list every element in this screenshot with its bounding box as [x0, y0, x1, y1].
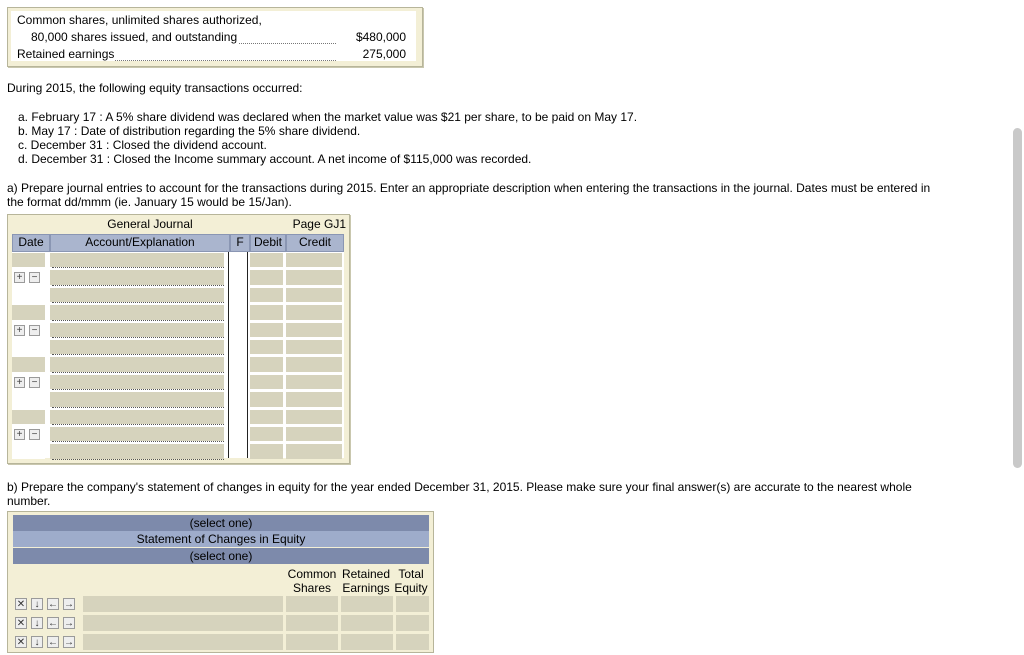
journal-credit-cell[interactable]: [286, 410, 342, 424]
general-journal: [7, 214, 350, 464]
journal-credit-cell[interactable]: [286, 305, 342, 319]
statement-common-shares-cell[interactable]: [286, 615, 338, 631]
col-header-date: Date: [12, 234, 50, 252]
journal-row-divider: [52, 459, 224, 460]
statement-description-cell[interactable]: [83, 615, 283, 631]
common-shares-label: Common shares, unlimited shares authorized,: [17, 13, 262, 27]
col-header-common-line2: Shares: [292, 581, 332, 595]
journal-body: [12, 252, 344, 458]
journal-debit-cell[interactable]: [250, 392, 283, 406]
journal-credit-cell[interactable]: [286, 427, 342, 441]
journal-debit-cell[interactable]: [250, 375, 283, 389]
col-header-total-equity: [392, 567, 430, 595]
transaction-b: b. May 17 : Date of distribution regarding the 5% share dividend.: [18, 124, 361, 138]
journal-credit-cell[interactable]: [286, 288, 342, 302]
journal-credit-cell[interactable]: [286, 253, 342, 267]
statement-total-equity-cell[interactable]: [396, 634, 429, 650]
journal-account-cell[interactable]: [50, 323, 224, 337]
common-shares-amount: $480,000: [355, 30, 406, 44]
move-down-icon[interactable]: ↓: [31, 636, 43, 648]
outdent-icon[interactable]: ←: [48, 599, 58, 610]
journal-credit-cell[interactable]: [286, 323, 342, 337]
delete-row-icon[interactable]: ✕: [16, 599, 26, 610]
outdent-icon[interactable]: ←: [48, 637, 58, 648]
journal-credit-cell[interactable]: [286, 270, 342, 284]
journal-account-cell[interactable]: [50, 340, 224, 354]
journal-row-divider: [52, 389, 224, 390]
remove-row-icon[interactable]: −: [29, 272, 40, 283]
journal-credit-cell[interactable]: [286, 357, 342, 371]
col-header-retained-earnings: [340, 567, 392, 595]
statement-common-shares-cell[interactable]: [286, 596, 338, 612]
outdent-icon[interactable]: ←: [48, 618, 58, 629]
statement-of-changes-in-equity: [7, 511, 434, 653]
retained-earnings-label: Retained earnings: [17, 47, 115, 61]
journal-date-cell[interactable]: [12, 392, 45, 406]
col-header-credit: Credit: [286, 234, 344, 252]
journal-row-divider: [52, 441, 224, 442]
indent-icon[interactable]: →: [64, 599, 74, 610]
journal-date-cell[interactable]: [12, 288, 45, 302]
journal-separator: [247, 252, 248, 458]
equity-balances-panel: [11, 11, 416, 61]
statement-heading-select-1[interactable]: (select one): [13, 515, 429, 531]
journal-account-cell[interactable]: [50, 427, 224, 441]
col-header-total-line1: Total: [398, 567, 424, 581]
journal-row-divider: [52, 285, 224, 286]
journal-debit-cell[interactable]: [250, 340, 283, 354]
journal-account-cell[interactable]: [50, 410, 224, 424]
journal-account-cell[interactable]: [50, 392, 224, 406]
journal-account-cell[interactable]: [50, 357, 224, 371]
journal-date-cell[interactable]: [12, 340, 45, 354]
delete-row-icon[interactable]: ✕: [16, 618, 26, 629]
shares-issued-label: 80,000 shares issued, and outstanding: [31, 30, 238, 44]
part-a-instructions: a) Prepare journal entries to account for the transactions during 2015. Enter an appropriate description when entering the transactions in the journal. Dates must be entered in: [7, 181, 931, 195]
move-down-icon[interactable]: ↓: [31, 598, 43, 610]
journal-date-cell[interactable]: [12, 410, 45, 424]
journal-account-cell[interactable]: [50, 444, 224, 458]
statement-title: Statement of Changes in Equity: [13, 531, 429, 547]
col-header-total-line2: Equity: [394, 581, 428, 595]
journal-debit-cell[interactable]: [250, 427, 283, 441]
equity-balances-box: [7, 7, 423, 67]
add-row-icon[interactable]: +: [14, 325, 25, 336]
journal-date-cell[interactable]: [12, 305, 45, 319]
journal-separator: [228, 252, 229, 458]
journal-debit-cell[interactable]: [250, 444, 283, 458]
journal-date-cell[interactable]: [12, 253, 45, 267]
journal-row-divider: [52, 267, 224, 268]
remove-row-icon[interactable]: −: [29, 325, 40, 336]
journal-credit-cell[interactable]: [286, 392, 342, 406]
col-header-retained-line1: Retained: [341, 567, 391, 581]
journal-account-cell[interactable]: [50, 375, 224, 389]
journal-account-cell[interactable]: [50, 288, 224, 302]
remove-row-icon[interactable]: −: [29, 429, 40, 440]
journal-debit-cell[interactable]: [250, 270, 283, 284]
add-row-icon[interactable]: +: [14, 377, 25, 388]
transaction-a: a. February 17 : A 5% share dividend was declared when the market value was $21 per share, to be paid on May 17.: [18, 110, 638, 124]
journal-date-cell[interactable]: [12, 357, 45, 371]
move-down-icon[interactable]: ↓: [31, 617, 43, 629]
add-row-icon[interactable]: +: [14, 272, 25, 283]
statement-common-shares-cell[interactable]: [286, 634, 338, 650]
journal-credit-cell[interactable]: [286, 444, 342, 458]
intro-text: During 2015, the following equity transactions occurred:: [7, 81, 303, 95]
statement-total-equity-cell[interactable]: [396, 615, 429, 631]
journal-account-cell[interactable]: [50, 305, 224, 319]
col-header-common-shares: [286, 567, 338, 595]
journal-debit-cell[interactable]: [250, 288, 283, 302]
part-b-instructions-cont: number.: [7, 494, 51, 508]
journal-row-divider: [52, 372, 224, 373]
add-row-icon[interactable]: +: [14, 429, 25, 440]
statement-heading-select-2[interactable]: (select one): [13, 548, 429, 564]
col-header-f: F: [230, 234, 250, 252]
transaction-c: c. December 31 : Closed the dividend account.: [18, 138, 267, 152]
journal-row-divider: [52, 424, 224, 425]
col-header-account: Account/Explanation: [50, 234, 230, 252]
journal-account-cell[interactable]: [50, 253, 224, 267]
journal-debit-cell[interactable]: [250, 410, 283, 424]
journal-debit-cell[interactable]: [250, 253, 283, 267]
indent-icon[interactable]: →: [64, 637, 74, 648]
journal-title: General Journal: [107, 217, 193, 231]
journal-credit-cell[interactable]: [286, 340, 342, 354]
part-b-instructions: b) Prepare the company's statement of changes in equity for the year ended December 31, 2015. Please make sure your final answer(s) are accurate to the nearest whole: [7, 480, 912, 494]
journal-debit-cell[interactable]: [250, 323, 283, 337]
remove-row-icon[interactable]: −: [29, 377, 40, 388]
journal-debit-cell[interactable]: [250, 357, 283, 371]
statement-retained-earnings-cell[interactable]: [341, 596, 393, 612]
retained-earnings-amount: 275,000: [362, 47, 406, 61]
statement-description-cell[interactable]: [83, 596, 283, 612]
journal-row-divider: [52, 320, 224, 321]
journal-credit-cell[interactable]: [286, 375, 342, 389]
col-header-retained-line2: Earnings: [342, 581, 390, 595]
journal-row-divider: [52, 302, 224, 303]
journal-row-divider: [52, 354, 224, 355]
part-a-instructions-cont: the format dd/mmm (ie. January 15 would be 15/Jan).: [7, 195, 292, 209]
statement-body: [13, 595, 429, 655]
statement-description-cell[interactable]: [83, 634, 283, 650]
indent-icon[interactable]: →: [64, 618, 74, 629]
col-header-common-line1: Common: [287, 567, 337, 581]
col-header-debit: Debit: [250, 234, 286, 252]
page-scrollbar[interactable]: [1013, 128, 1022, 468]
journal-account-cell[interactable]: [50, 270, 224, 284]
statement-retained-earnings-cell[interactable]: [341, 615, 393, 631]
delete-row-icon[interactable]: ✕: [16, 637, 26, 648]
journal-row-divider: [52, 337, 224, 338]
journal-date-cell[interactable]: [12, 444, 45, 458]
statement-total-equity-cell[interactable]: [396, 596, 429, 612]
journal-row-divider: [52, 407, 224, 408]
statement-retained-earnings-cell[interactable]: [341, 634, 393, 650]
transaction-d: d. December 31 : Closed the Income summary account. A net income of $115,000 was recorded.: [18, 152, 532, 166]
dotted-leader: [115, 60, 336, 61]
journal-debit-cell[interactable]: [250, 305, 283, 319]
journal-page: Page GJ1: [292, 217, 346, 231]
